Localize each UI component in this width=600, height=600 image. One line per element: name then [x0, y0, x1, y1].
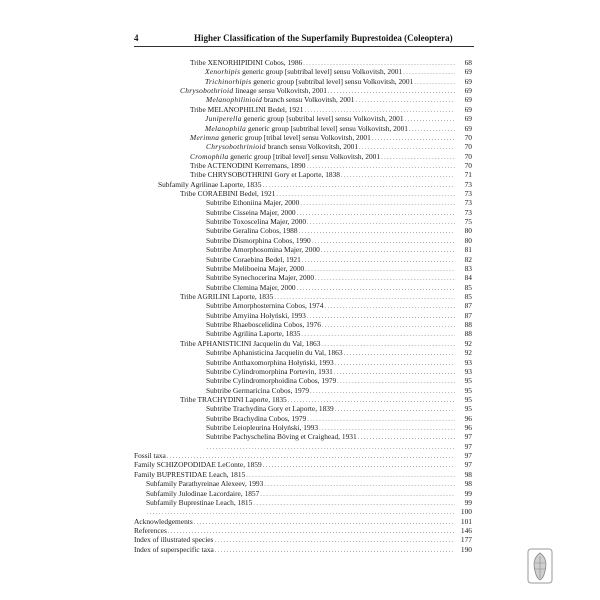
toc-entry-text: [206, 142, 358, 151]
toc-entry-text: [206, 311, 306, 320]
toc-entry-taxon: Cromophila: [190, 151, 229, 161]
toc-entry-title: Subtribe Brachydina Cobos, 1979: [206, 413, 307, 423]
toc-entry: [180, 189, 472, 198]
toc-entry-suffix: branch sensu Volkovitsh, 2001: [262, 95, 355, 105]
toc-entry-page: 100: [460, 507, 472, 517]
toc-entry-title: Subtribe Geralina Cobos, 1988: [206, 226, 298, 236]
toc-entry-page: 69: [464, 67, 472, 77]
toc-entry-text: [206, 376, 336, 385]
toc-entry-title: Subtribe Rhaeboscelidina Cobos, 1976: [206, 320, 321, 330]
toc-entry-title: Subfamily Parathyreinae Alexeev, 1993: [146, 479, 264, 489]
toc-entry-text: [190, 152, 380, 161]
toc-entry: [206, 423, 472, 432]
toc-entry: [146, 479, 472, 488]
toc-entry-page: 82: [464, 254, 472, 264]
toc-entry-page: 69: [464, 104, 472, 114]
page-number: 4: [134, 33, 139, 43]
toc-entry: [206, 95, 472, 104]
toc-entry-text: [134, 451, 166, 460]
toc-entry-title: Subtribe Cylindromorphoidina Cobos, 1979: [206, 376, 337, 386]
toc-entry-page: 80: [464, 226, 472, 236]
toc-entry-title: Subtribe Anthaxomorphina Hołyński, 1993: [206, 357, 334, 367]
toc-entry: [206, 404, 472, 413]
toc-entry: [206, 414, 472, 423]
toc-entry-page: 190: [460, 544, 472, 554]
toc-entry-page: 69: [464, 123, 472, 133]
toc-entry: [206, 386, 472, 395]
toc-entry-text: [205, 114, 404, 123]
toc-entry-title: Subtribe Amorphosomina Majer, 2000: [206, 245, 320, 255]
toc-entry: [180, 86, 472, 95]
toc-entry: [206, 367, 472, 376]
toc-entry-title: Tribe MELANOPHILINI Bedel, 1921: [190, 104, 304, 114]
toc-entry-text: [206, 226, 298, 235]
toc-entry-title: Subfamily Agrilinae Laporte, 1835: [158, 179, 262, 189]
toc-entry-text: [205, 77, 413, 86]
toc-entry: [206, 226, 472, 235]
toc-entry: [205, 77, 472, 86]
toc-entry-taxon: Trichinorhipis: [205, 76, 252, 86]
toc-entry-taxon: Merimna: [190, 132, 220, 142]
toc-entry-text: [206, 198, 299, 207]
toc-entry-page: 96: [464, 413, 472, 423]
toc-entry: [146, 489, 472, 498]
toc-entry-text: [206, 236, 311, 245]
toc-entry: [190, 152, 472, 161]
toc-entry-title: Index of illustrated species: [134, 535, 214, 545]
toc-entry: [205, 124, 472, 133]
toc-entry: [134, 545, 472, 554]
toc-entry-suffix: lineage sensu Volkovitsh, 2001: [233, 86, 327, 96]
toc-entry-page: 87: [464, 310, 472, 320]
toc-entry-suffix: branch sensu Volkovitsh, 2001: [265, 142, 359, 152]
toc-entry-page: 101: [460, 516, 472, 526]
toc-entry-title: Tribe ACTENODINI Kerremans, 1890: [190, 160, 306, 170]
toc-entry-title: Family BUPRESTIDAE Leach, 1815: [134, 469, 246, 479]
toc-entry-title: Tribe XENORHIPIDINI Cobos, 1986: [190, 58, 303, 67]
toc-entry-page: 99: [464, 497, 472, 507]
toc-entry-text: [158, 180, 261, 189]
toc-entry-title: Tribe APHANISTICINI Jacquelin du Val, 1863: [180, 338, 321, 348]
toc-entry-page: 73: [464, 179, 472, 189]
toc-entry-page: 98: [464, 469, 472, 479]
toc-entry-text: [206, 95, 354, 104]
toc-entry-page: 88: [464, 320, 472, 330]
toc-entry-title: Subtribe Amyiina Hołyński, 1993: [206, 310, 306, 320]
toc-entry-title: Subtribe Meliboeina Majer, 2000: [206, 263, 305, 273]
toc-entry-text: [134, 517, 193, 526]
toc-entry-page: 97: [464, 441, 472, 451]
toc-entry-title: Subtribe Aphanisticina Jacquelin du Val, 1863: [206, 348, 343, 358]
toc-entry-title: Index of superspecific taxa: [134, 544, 214, 554]
toc-entry: [206, 255, 472, 264]
toc-entry-page: 71: [464, 170, 472, 180]
toc-entry-title: Tribe AGRILINI Laporte, 1835: [180, 292, 274, 301]
toc-entry-page: 99: [464, 488, 472, 498]
toc-entry-text: [206, 329, 300, 338]
toc-entry-text: [206, 348, 343, 357]
toc-entry: [134, 526, 472, 535]
toc-entry-title: Subtribe Synechocerina Majer, 2000: [206, 273, 315, 283]
toc-entry-page: 70: [464, 132, 472, 142]
toc-entry-title: Subtribe Ethoniina Majer, 2000: [206, 198, 300, 208]
toc-entry: [206, 320, 472, 329]
toc-entry: [190, 161, 472, 170]
toc-entry-text: [180, 86, 327, 95]
toc-entry: [190, 133, 472, 142]
toc-entry: [206, 301, 472, 310]
toc-entry-page: 93: [464, 366, 472, 376]
toc-entry: [206, 236, 472, 245]
toc-entry-page: 80: [464, 235, 472, 245]
toc-entry-title: Subfamily Buprestinae Leach, 1815: [146, 497, 253, 507]
toc-entry-title: Tribe TRACHYDINI Laporte, 1835: [180, 394, 287, 404]
toc-entry: [206, 208, 472, 217]
toc-entry-page: 95: [464, 404, 472, 414]
toc-entry-text: [190, 105, 303, 114]
toc-entry-title: Subtribe Amorphosternina Cobos, 1974: [206, 301, 324, 311]
toc-entry-text: [206, 423, 318, 432]
toc-entry: [134, 535, 472, 544]
toc-entry-title: Subtribe Cylindromorphina Portevin, 1931: [206, 366, 333, 376]
toc-entry-page: 97: [464, 451, 472, 461]
toc-entry-text: [190, 161, 306, 170]
toc-entry-suffix: generic group [subtribal level] sensu Volkovitsh, 2001: [246, 123, 408, 133]
toc-entry-text: [134, 470, 245, 479]
toc-entry-page: 73: [464, 207, 472, 217]
toc-entry: [180, 292, 472, 301]
toc-entry-taxon: Melanophila: [205, 123, 247, 133]
toc-entry-page: 92: [464, 348, 472, 358]
toc-entry: [134, 470, 472, 479]
toc-entry-text: [190, 58, 302, 67]
toc-entry-page: 68: [464, 58, 472, 67]
toc-entry-page: 83: [464, 263, 472, 273]
toc-entry-title: Subfamily Julodinae Lacordaire, 1857: [146, 488, 260, 498]
toc-entry: [134, 517, 472, 526]
toc-entry-page: 70: [464, 151, 472, 161]
toc-entry-text: [146, 489, 259, 498]
publisher-logo-icon: [527, 548, 553, 584]
toc-entry-page: 84: [464, 273, 472, 283]
toc-entry-page: 97: [464, 432, 472, 442]
toc-entry-taxon: Xenorhipis: [205, 67, 241, 77]
toc-entry: [206, 217, 472, 226]
toc-entry-suffix: generic group [tribal level] sensu Volkovitsh, 2001: [219, 132, 371, 142]
toc-entry-page: 69: [464, 76, 472, 86]
toc-entry-title: References: [134, 526, 167, 535]
toc-entry-text: [134, 526, 167, 535]
running-header: [134, 32, 474, 47]
toc-entry-text: [206, 245, 320, 254]
toc-entry: [206, 329, 472, 338]
toc-entry-page: 70: [464, 160, 472, 170]
toc-entry: [190, 58, 472, 67]
toc-entry-page: 88: [464, 329, 472, 339]
toc-entry-title: Family SCHIZOPODIDAE LeConte, 1859: [134, 460, 262, 470]
toc-entry-page: 93: [464, 357, 472, 367]
toc-entry-page: 95: [464, 394, 472, 404]
toc-entry-title: Subtribe Clemina Majer, 2000: [206, 282, 296, 292]
toc-entry-suffix: generic group [tribal level] sensu Volkovitsh, 2001: [228, 151, 381, 161]
toc-entry: [206, 142, 472, 151]
toc-entry-text: [206, 301, 323, 310]
toc-entry-title: Tribe CORAEBINI Bedel, 1921: [180, 189, 276, 199]
toc-entry-text: [206, 283, 296, 292]
toc-entry-text: [190, 133, 371, 142]
toc-entry-page: 177: [460, 535, 472, 545]
toc-entry-page: 73: [464, 189, 472, 199]
toc-entry-title: Tribe CHRYSOBOTHRINI Gory et Laporte, 1838: [190, 170, 340, 180]
toc-entry-page: 95: [464, 385, 472, 395]
toc-entry-title: Subtribe Coraebina Bedel, 1921: [206, 254, 301, 264]
toc-entry-title: Subtribe Leiopleurina Hołyński, 1993: [206, 423, 319, 433]
toc-entry-text: [206, 404, 334, 413]
toc-entry-text: [205, 124, 408, 133]
toc-entry-title: Acknowledgements: [134, 516, 193, 526]
toc-entry: [134, 451, 472, 460]
toc-entry-title: Subtribe Trachydina Gory et Laporte, 1839: [206, 404, 334, 414]
toc-entry: [190, 105, 472, 114]
toc-entry-taxon: Juniperella: [205, 114, 242, 124]
toc-entry-page: 73: [464, 198, 472, 208]
toc-entry-page: 70: [464, 142, 472, 152]
toc-entry-page: 92: [464, 338, 472, 348]
toc-entry: [206, 442, 472, 451]
toc-entry-suffix: generic group [subtribal level] sensu Volkovitsh, 2001: [241, 114, 404, 124]
toc-entry: [206, 283, 472, 292]
toc-entry-text: [206, 386, 309, 395]
toc-entry-page: 69: [464, 114, 472, 124]
toc-entry-text: [134, 535, 213, 544]
toc-entry-text: [206, 273, 314, 282]
toc-entry-text: [206, 414, 306, 423]
toc-entry-taxon: Melanophilinioid: [206, 95, 263, 105]
toc-entry: [205, 67, 472, 76]
toc-entry-title: Fossil taxa: [134, 451, 166, 461]
toc-entry-page: 87: [464, 301, 472, 311]
toc-entry-text: [206, 358, 334, 367]
toc-entry: [134, 460, 472, 469]
toc-entry-text: [206, 367, 333, 376]
toc-entry-text: [206, 264, 304, 273]
toc-entry-text: [146, 498, 252, 507]
toc-entry: [146, 498, 472, 507]
toc-entry-page: 97: [464, 460, 472, 470]
toc-entry: [190, 170, 472, 179]
toc-entry-text: [180, 189, 275, 198]
toc-entry: [205, 114, 472, 123]
toc-entry-page: 85: [464, 292, 472, 301]
toc-entry-title: Subtribe Germaricina Cobos, 1979: [206, 385, 310, 395]
toc-entry: [206, 432, 472, 441]
toc-entry-text: [180, 395, 287, 404]
toc-entry: [206, 311, 472, 320]
dot-leader: [215, 545, 455, 556]
toc-entry-title: Subtribe Dismorphina Cobos, 1990: [206, 235, 311, 245]
toc-entry-page: 81: [464, 245, 472, 255]
toc-entry-page: 96: [464, 423, 472, 433]
toc-entry-text: [206, 217, 306, 226]
running-title: Higher Classification of the Superfamily Buprestoidea (Coleoptera): [194, 33, 453, 43]
toc-entry: [146, 507, 472, 516]
toc-entry-page: 146: [460, 526, 472, 535]
toc-entry: [206, 245, 472, 254]
toc-entry-page: 75: [464, 217, 472, 227]
toc-entry-page: 85: [464, 282, 472, 292]
toc-entry: [206, 358, 472, 367]
toc-entry-text: [206, 255, 301, 264]
toc-entry-taxon: Chrysobothrioid: [180, 86, 234, 96]
toc-entry: [158, 180, 472, 189]
toc-entry-suffix: generic group [subtribal level] sensu Volkovitsh, 2001: [251, 76, 414, 86]
toc-entry: [206, 376, 472, 385]
toc-entry-text: [180, 292, 273, 301]
toc-entry: [180, 339, 472, 348]
toc-entry-page: 69: [464, 86, 472, 96]
toc-entry-text: [180, 339, 320, 348]
toc-entry: [206, 198, 472, 207]
toc-entry-text: [206, 208, 296, 217]
toc-entry: [206, 273, 472, 282]
toc-entry-title: Subtribe Toxoscelina Majer, 2000: [206, 217, 307, 227]
toc-entry: [206, 264, 472, 273]
toc-entry-text: [190, 170, 340, 179]
toc-entry-page: 98: [464, 479, 472, 489]
toc-entry-title: Subtribe Pachyschelina Böving et Craighead, 1931: [206, 432, 357, 442]
toc-entry-suffix: generic group [subtribal level] sensu Volkovitsh, 2001: [240, 67, 403, 77]
toc-entry-text: [205, 67, 402, 76]
toc-entry-text: [146, 479, 263, 488]
toc-entry-page: 69: [464, 95, 472, 105]
toc-entry-page: 95: [464, 376, 472, 386]
toc-entry-text: [134, 545, 214, 554]
toc-entry-taxon: Chrysobothrinioid: [206, 142, 266, 152]
toc-entry: [180, 395, 472, 404]
toc-entry: [206, 348, 472, 357]
toc-entry-text: [134, 460, 262, 469]
toc-entry-text: [206, 320, 321, 329]
toc-entry-title: Subtribe Agrilina Laporte, 1835: [206, 329, 301, 339]
toc-entry-title: Subtribe Cisseina Majer, 2000: [206, 207, 296, 217]
toc-entry-text: [206, 432, 357, 441]
